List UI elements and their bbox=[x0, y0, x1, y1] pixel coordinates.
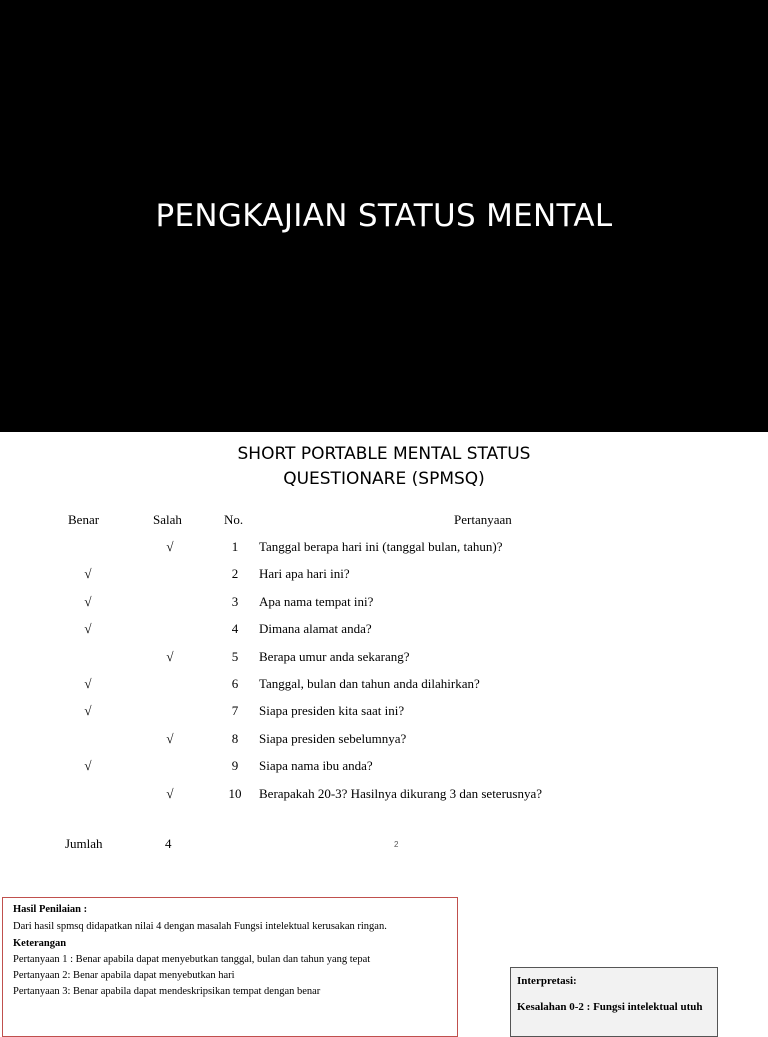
question-number: 5 bbox=[231, 649, 239, 664]
header-salah: Salah bbox=[153, 512, 182, 527]
question-number: 1 bbox=[231, 539, 239, 554]
table-row bbox=[0, 594, 768, 618]
table-row bbox=[0, 676, 768, 700]
question-text: Tanggal, bulan dan tahun anda dilahirkan? bbox=[259, 676, 480, 691]
header-no: No. bbox=[224, 512, 244, 527]
jumlah-label: Jumlah bbox=[65, 836, 103, 851]
question-text: Hari apa hari ini? bbox=[259, 566, 350, 581]
benar-check: √ bbox=[84, 758, 92, 773]
jumlah-value: 4 bbox=[165, 836, 172, 851]
question-text: Siapa presiden sebelumnya? bbox=[259, 731, 407, 746]
keterangan-label: Keterangan bbox=[13, 938, 67, 949]
hasil-heading: Hasil Penilaian : bbox=[13, 904, 88, 915]
table-row bbox=[0, 621, 768, 645]
interpretasi-heading: Interpretasi: bbox=[517, 975, 577, 987]
question-number: 8 bbox=[231, 731, 239, 746]
hasil-penilaian-box bbox=[2, 897, 458, 1037]
title-slide bbox=[0, 0, 768, 432]
table-row bbox=[0, 731, 768, 755]
question-text: Tanggal berapa hari ini (tanggal bulan, tahun)? bbox=[259, 539, 503, 554]
question-number: 2 bbox=[231, 566, 239, 581]
salah-check: √ bbox=[166, 539, 174, 554]
question-text: Berapakah 20-3? Hasilnya dikurang 3 dan seterusnya? bbox=[259, 786, 543, 801]
header-benar: Benar bbox=[68, 512, 100, 527]
question-text: Apa nama tempat ini? bbox=[259, 594, 374, 609]
table-row bbox=[0, 703, 768, 727]
question-number: 10 bbox=[228, 786, 242, 801]
question-number: 6 bbox=[231, 676, 239, 691]
keterangan-line: Pertanyaan 1 : Benar apabila dapat menyebutkan tanggal, bulan dan tahun yang tepat bbox=[13, 954, 371, 965]
interpretasi-line: Kesalahan 0-2 : Fungsi intelektual utuh bbox=[517, 1001, 703, 1013]
table-row bbox=[0, 566, 768, 590]
benar-check: √ bbox=[84, 676, 92, 691]
table-row bbox=[0, 786, 768, 810]
spmsq-title bbox=[0, 442, 768, 492]
table-row bbox=[0, 758, 768, 782]
benar-check: √ bbox=[84, 594, 92, 609]
benar-check: √ bbox=[84, 566, 92, 581]
question-number: 4 bbox=[231, 621, 239, 636]
salah-check: √ bbox=[166, 731, 174, 746]
slide-title: PENGKAJIAN STATUS MENTAL bbox=[155, 198, 613, 234]
interpretasi-box bbox=[510, 967, 718, 1037]
question-number: 7 bbox=[231, 703, 239, 718]
salah-check: √ bbox=[166, 786, 174, 801]
question-text: Siapa presiden kita saat ini? bbox=[259, 703, 405, 718]
spmsq-title-line2: QUESTIONARE (SPMSQ) bbox=[283, 469, 485, 489]
table-row bbox=[0, 649, 768, 673]
page-number: 2 bbox=[394, 840, 399, 849]
question-number: 9 bbox=[231, 758, 239, 773]
question-text: Dimana alamat anda? bbox=[259, 621, 372, 636]
header-pertanyaan: Pertanyaan bbox=[454, 512, 512, 527]
hasil-text: Dari hasil spmsq didapatkan nilai 4 dengan masalah Fungsi intelektual kerusakan ringan. bbox=[13, 921, 387, 932]
spmsq-slide bbox=[0, 432, 768, 1024]
table-row bbox=[0, 539, 768, 563]
salah-check: √ bbox=[166, 649, 174, 664]
spmsq-title-line1: SHORT PORTABLE MENTAL STATUS bbox=[237, 444, 531, 464]
question-text: Siapa nama ibu anda? bbox=[259, 758, 373, 773]
question-text: Berapa umur anda sekarang? bbox=[259, 649, 410, 664]
benar-check: √ bbox=[84, 703, 92, 718]
keterangan-line: Pertanyaan 2: Benar apabila dapat menyebutkan hari bbox=[13, 970, 235, 981]
keterangan-line: Pertanyaan 3: Benar apabila dapat mendeskripsikan tempat dengan benar bbox=[13, 986, 321, 997]
question-number: 3 bbox=[231, 594, 239, 609]
benar-check: √ bbox=[84, 621, 92, 636]
